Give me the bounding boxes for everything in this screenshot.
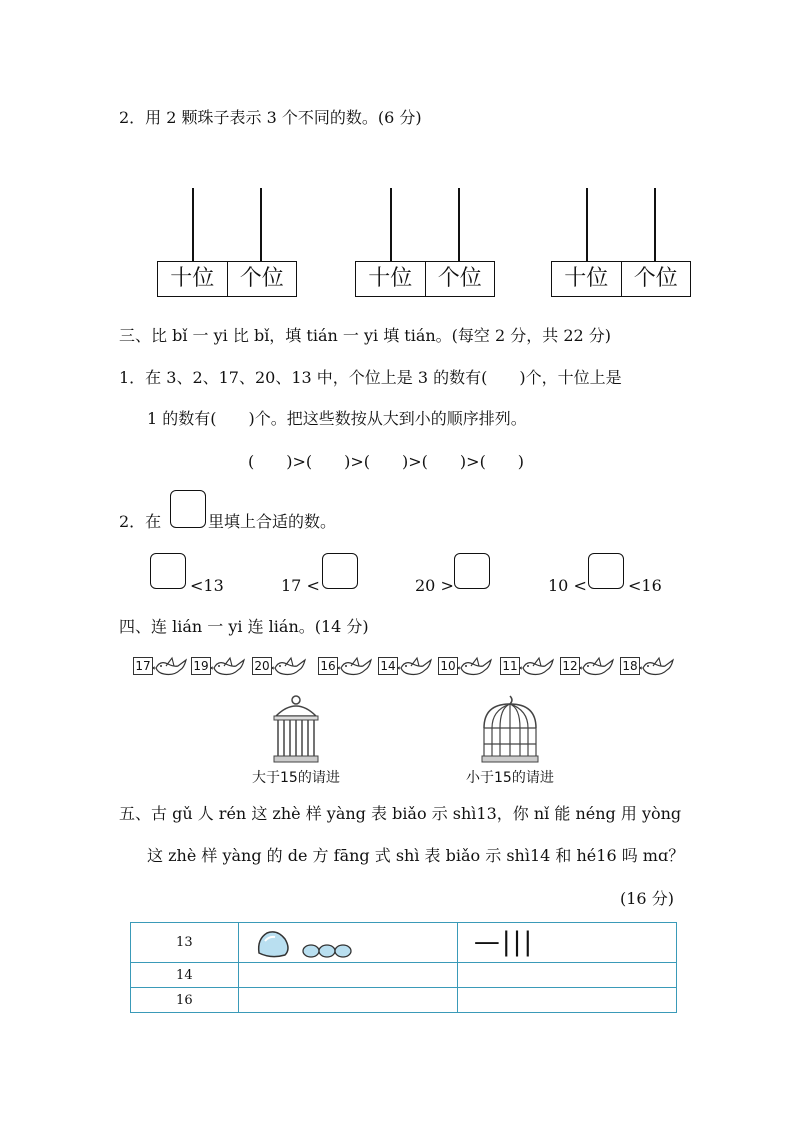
compare-4-left: 10 < <box>548 576 587 595</box>
bird-icon <box>397 654 437 680</box>
bird-card[interactable] <box>252 654 312 680</box>
bird-card[interactable] <box>500 654 560 680</box>
row-number: 14 <box>131 963 239 988</box>
abacus-rod-tens <box>586 188 588 262</box>
row-number: 13 <box>131 923 239 963</box>
bird-card[interactable] <box>133 654 193 680</box>
tens-label: 十位 <box>170 266 215 291</box>
cage-left-caption: 大于15的请进 <box>252 770 340 786</box>
bird-number: 18 <box>620 657 640 675</box>
bird-number: 10 <box>438 657 458 675</box>
bird-icon <box>152 654 192 680</box>
bird-card[interactable] <box>318 654 378 680</box>
birdcage-right-icon[interactable] <box>480 694 540 768</box>
bird-icon <box>271 654 311 680</box>
bird-card[interactable] <box>620 654 680 680</box>
bird-number: 14 <box>378 657 398 675</box>
section-5-title-line2: 这 zhè 样 yàng 的 de 方 fāng 式 shì 表 biǎo 示 shì14 和 hé16 吗 mɑ？ <box>147 846 685 865</box>
abacus-rod-ones <box>654 188 656 262</box>
ones-label: 个位 <box>227 262 297 296</box>
bird-number: 20 <box>252 657 272 675</box>
abacus-rod-tens <box>192 188 194 262</box>
row-number: 16 <box>131 988 239 1013</box>
bird-icon <box>210 654 250 680</box>
bird-number: 11 <box>500 657 520 675</box>
sample-answer-box <box>170 490 206 528</box>
stones-cell <box>238 923 457 963</box>
abacus-rod-ones <box>458 188 460 262</box>
compare-1: <13 <box>190 576 224 595</box>
bird-number: 19 <box>191 657 211 675</box>
bird-number: 12 <box>560 657 580 675</box>
abacus-1 <box>157 188 297 298</box>
tally-marks: —||| <box>473 927 535 957</box>
ones-label: 个位 <box>425 262 495 296</box>
section-3-q2-prefix: 2．在 <box>119 512 162 531</box>
answer-cell[interactable] <box>457 988 676 1013</box>
compare-4-right: <16 <box>628 576 662 595</box>
bird-icon <box>457 654 497 680</box>
table-row <box>131 923 677 963</box>
table-row <box>131 988 677 1013</box>
abacus-rod-tens <box>390 188 392 262</box>
section-3-title: 三、比 bǐ 一 yi 比 bǐ，填 tián 一 yi 填 tián。(每空 2 分，共 22 分) <box>119 326 612 345</box>
bird-number: 16 <box>318 657 338 675</box>
birdcage-left-icon[interactable] <box>270 694 322 768</box>
compare-2: 17 < <box>281 576 320 595</box>
abacus-base <box>551 261 691 297</box>
answer-box-1[interactable] <box>150 553 186 589</box>
answer-box-3[interactable] <box>454 553 490 589</box>
bird-icon <box>519 654 559 680</box>
section-5-score: (16 分) <box>620 889 674 908</box>
abacus-base <box>157 261 297 297</box>
bird-icon <box>579 654 619 680</box>
abacus-3 <box>551 188 691 298</box>
tens-label: 十位 <box>564 266 609 291</box>
tally-cell <box>457 923 676 963</box>
answer-box-2[interactable] <box>322 553 358 589</box>
answer-cell[interactable] <box>238 988 457 1013</box>
abacus-rod-ones <box>260 188 262 262</box>
abacus-base <box>355 261 495 297</box>
answer-box-4[interactable] <box>588 553 624 589</box>
section-3-q1-line1: 1．在 3、2、17、20、13 中，个位上是 3 的数有( )个，十位上是 <box>119 368 622 387</box>
compare-3: 20 > <box>415 576 454 595</box>
question-2-text: 2．用 2 颗珠子表示 3 个不同的数。(6 分) <box>119 108 422 127</box>
section-5-title-line1: 五、古 gǔ 人 rén 这 zhè 样 yàng 表 biǎo 示 shì13，你 nǐ 能 néng 用 yòng <box>119 804 682 823</box>
cage-right-caption: 小于15的请进 <box>466 770 554 786</box>
abacus-2 <box>355 188 495 298</box>
bird-card[interactable] <box>560 654 620 680</box>
bird-card[interactable] <box>191 654 251 680</box>
representation-table <box>130 922 677 1013</box>
ones-label: 个位 <box>621 262 691 296</box>
stones-icon <box>255 925 365 961</box>
section-3-q2-suffix: 里填上合适的数。 <box>208 512 337 531</box>
bird-card[interactable] <box>438 654 498 680</box>
order-blanks[interactable]: ( )>( )>( )>( )>( ) <box>248 452 525 471</box>
answer-cell[interactable] <box>457 963 676 988</box>
section-4-title: 四、连 lián 一 yi 连 lián。(14 分) <box>119 617 369 636</box>
tens-label: 十位 <box>368 266 413 291</box>
table-row <box>131 963 677 988</box>
section-3-q1-line2: 1 的数有( )个。把这些数按从大到小的顺序排列。 <box>147 409 527 428</box>
bird-icon <box>337 654 377 680</box>
bird-icon <box>639 654 679 680</box>
bird-number: 17 <box>133 657 153 675</box>
answer-cell[interactable] <box>238 963 457 988</box>
bird-card[interactable] <box>378 654 438 680</box>
